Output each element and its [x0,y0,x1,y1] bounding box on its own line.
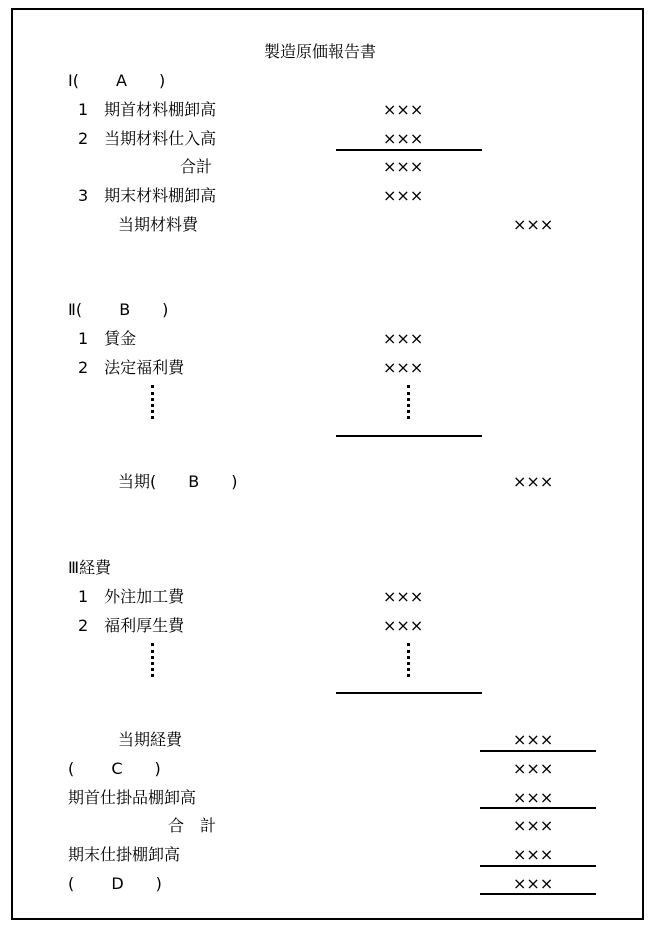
summary-opening-wip-value: ××× [513,788,554,807]
subtotal-rule [336,692,482,694]
section3-item-value: ××× [383,587,424,606]
summary-closing-wip-label: 期末仕掛棚卸高 [68,845,181,864]
section2-item-label: 1 賃金 [78,329,137,348]
total-rule [480,750,596,752]
section2-item-label: 2 法定福利費 [78,358,185,377]
continuation-dots [151,385,154,419]
section3-total-label: 当期経費 [118,730,183,749]
section3-item-label: 1 外注加工費 [78,587,185,606]
continuation-dots [151,643,154,677]
report-title: 製造原価報告書 [264,42,377,61]
section1-header: Ⅰ( A ) [68,71,166,90]
continuation-dots [407,643,410,677]
section1-deduct-value: ××× [383,186,424,205]
total-rule [480,807,596,809]
subtotal-rule [336,149,482,151]
summary-c-label: ( C ) [68,759,161,778]
section1-deduct-label: 3 期末材料棚卸高 [78,186,217,205]
section3-total-value: ××× [513,730,554,749]
summary-d-value: ××× [513,874,554,893]
section1-total-value: ××× [513,215,554,234]
continuation-dots [407,385,410,419]
section1-item-value: ××× [383,100,424,119]
summary-total-value: ××× [513,816,554,835]
subtotal-rule [336,435,482,437]
summary-opening-wip-label: 期首仕掛品棚卸高 [68,788,197,807]
section1-item-value: ××× [383,129,424,148]
summary-d-label: ( D ) [68,874,162,893]
total-rule [480,865,596,867]
summary-closing-wip-value: ××× [513,845,554,864]
section1-subtotal-value: ××× [383,157,424,176]
section2-total-value: ××× [513,472,554,491]
section1-subtotal-label: 合計 [180,157,213,176]
summary-total-label: 合 計 [168,816,217,835]
section2-header: Ⅱ( B ) [68,300,169,319]
section2-item-value: ××× [383,358,424,377]
section3-item-label: 2 福利厚生費 [78,616,185,635]
section3-item-value: ××× [383,616,424,635]
section2-total-label: 当期( B ) [118,472,238,491]
section1-total-label: 当期材料費 [118,215,199,234]
total-rule [480,893,596,895]
section1-item-label: 1 期首材料棚卸高 [78,100,217,119]
summary-c-value: ××× [513,759,554,778]
section3-header: Ⅲ経費 [68,558,112,577]
section2-item-value: ××× [383,329,424,348]
section1-item-label: 2 当期材料仕入高 [78,129,217,148]
